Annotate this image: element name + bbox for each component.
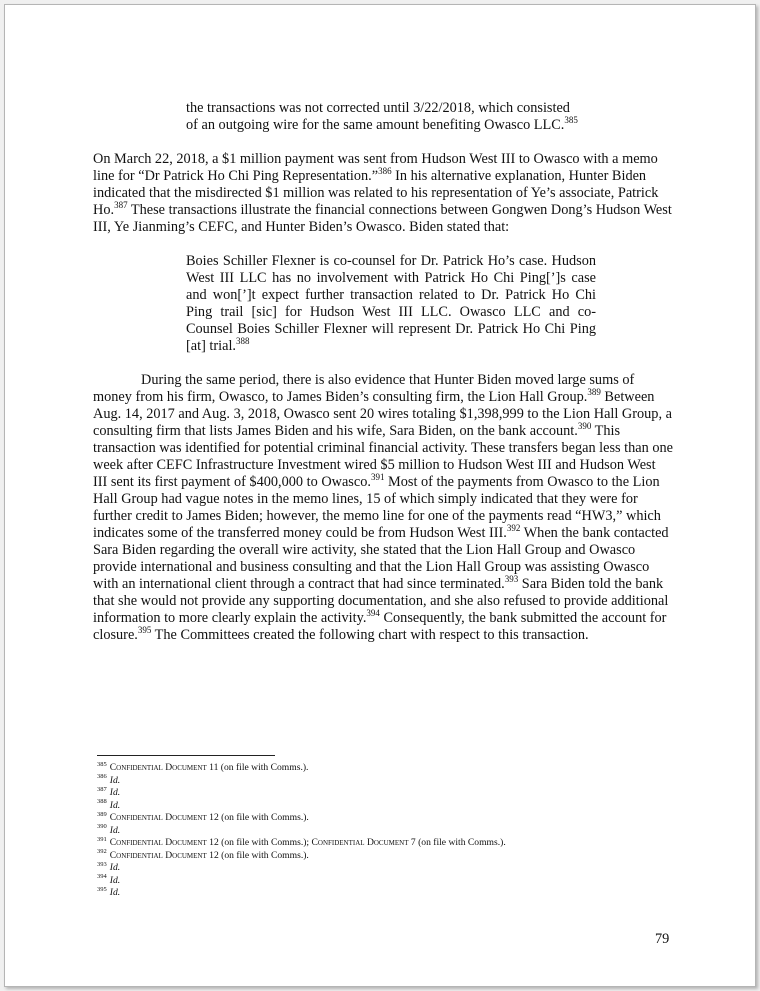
- footnotes: [97, 762, 697, 900]
- footnote-ref: 392: [506, 523, 521, 534]
- footnote-text: 11 (on file with Comms.).: [206, 762, 309, 773]
- paragraph-lion-hall-group: [93, 372, 673, 644]
- footnote-392: [97, 850, 697, 863]
- footnote-ref: 386: [378, 166, 392, 177]
- footnote-source: Confidential Document: [311, 837, 409, 848]
- footnote-number: 395: [97, 885, 107, 893]
- page-number: 79: [655, 931, 670, 947]
- document-page: [4, 4, 756, 987]
- footnote-number: 386: [97, 773, 107, 781]
- block-quote: [186, 253, 596, 355]
- footnote-ref: 387: [114, 200, 128, 211]
- footnote-text: Id.: [109, 874, 121, 886]
- block-quote-text: Boies Schiller Flexner is co-counsel for Dr. Patrick Ho’s case. Hudson West III LLC has no involvement with Patrick Ho Chi Ping[’]s case and won[’]t expect further transaction related to Dr. Patrick Ho Chi Ping trail [sic] for Hudson West III LLC. Owasco LLC and co- Counsel Boies Schiller Flexner will represent Dr. Patrick Ho Chi Ping [at] trial.: [186, 253, 596, 354]
- footnote-ref: 393: [504, 574, 519, 585]
- paragraph-text: In his alternative explanation, Hunter Biden indicated that the misdirected $1 million was related to his representation of Ye’s associate, Patrick Ho.: [93, 168, 659, 218]
- paragraph-text: Consequently, the bank submitted the account for closure.: [93, 610, 667, 643]
- footnote-number: 392: [97, 848, 107, 856]
- footnote-394: [97, 875, 697, 888]
- footnote-number: 388: [97, 798, 107, 806]
- footnote-391: [97, 837, 697, 850]
- paragraph-text: The Committees created the following chart with respect to this transaction.: [151, 627, 589, 643]
- footnote-number: 385: [97, 760, 107, 768]
- footnote-395: [97, 887, 697, 900]
- footnote-source: Confidential Document: [109, 837, 207, 848]
- footnote-ref: 390: [577, 421, 592, 432]
- paragraph-text: When the bank contacted Sara Biden regarding the overall wire activity, she stated that the Lion Hall Group and Owasco provide international and business consulting and that the Lion Hall Group was assisting Owasco with an international client through a contract that had since terminated.: [93, 525, 669, 592]
- quote-continuation-line2: of an outgoing wire for the same amount benefiting Owasco LLC.: [186, 117, 565, 133]
- footnote-text: 12 (on file with Comms.);: [206, 837, 312, 848]
- quote-continuation-line1: the transactions was not corrected until 3/22/2018, which consisted: [186, 100, 570, 116]
- footnote-source: Confidential Document: [109, 812, 207, 823]
- footnote-divider: [97, 755, 275, 756]
- paragraph-text: On March 22, 2018, a $1 million payment was sent from Hudson West III to Owasco with a memo line for “Dr Patrick Ho Chi Ping Representation.”: [93, 151, 658, 184]
- footnote-number: 390: [97, 823, 107, 831]
- footnote-ref: 395: [137, 625, 152, 636]
- footnote-389: [97, 812, 697, 825]
- quote-continuation: [186, 100, 646, 134]
- footnote-ref: 389: [587, 387, 601, 398]
- footnote-388: [97, 800, 697, 813]
- footnote-number: 387: [97, 785, 107, 793]
- footnote-source: Confidential Document: [109, 849, 207, 861]
- paragraph-text: Between Aug. 14, 2017 and Aug. 3, 2018, Owasco sent 20 wires totaling $1,398,999 to the Lion Hall Group, a consulting firm that lists James Biden and his wife, Sara Biden, on the bank account.: [93, 389, 672, 439]
- paragraph-text: This transaction was identified for potential criminal financial activity. These transfers began less than one week after CEFC Infrastructure Investment wired $5 million to Hudson West III and Hudson West III sent its first payment of $400,000 to Owasco.: [93, 423, 674, 490]
- footnote-number: 391: [97, 835, 107, 843]
- footnote-text: Id.: [109, 799, 121, 811]
- paragraph-hudson-west-payment: [93, 151, 673, 236]
- footnote-text: Id.: [109, 824, 121, 836]
- footnote-source: Confidential Document: [109, 762, 207, 773]
- footnote-386: [97, 775, 697, 788]
- footnote-text: Id.: [109, 787, 121, 798]
- paragraph-text: During the same period, there is also evidence that Hunter Biden moved large sums of money from his firm, Owasco, to James Biden’s consulting firm, the Lion Hall Group.: [93, 372, 635, 405]
- footnote-number: 389: [97, 810, 107, 818]
- paragraph-text: Most of the payments from Owasco to the Lion Hall Group had vague notes in the memo lines, 15 of which simply indicated that they were for further credit to James Biden; however, the memo line for one of the payments read “HW3,” which indicates some of the transferred money could be from Hudson West III.: [93, 474, 661, 541]
- footnote-ref: 391: [370, 472, 385, 483]
- paragraph-text: Sara Biden told the bank that she would not provide any supporting documentation, and she also refused to provide additional information to more clearly explain the activity.: [93, 576, 669, 626]
- footnote-number: 394: [97, 873, 107, 881]
- paragraph-text: These transactions illustrate the financial connections between Gongwen Dong’s Hudson West III, Ye Jianming’s CEFC, and Hunter Biden’s Owasco. Biden stated that:: [93, 202, 672, 235]
- footnote-text: Id.: [109, 862, 121, 873]
- footnote-ref: 385: [564, 115, 578, 126]
- footnote-text: Id.: [109, 887, 121, 898]
- footnote-number: 393: [97, 860, 107, 868]
- footnote-text: 12 (on file with Comms.).: [206, 849, 309, 861]
- footnote-387: [97, 787, 697, 800]
- footnote-ref: 388: [236, 336, 250, 347]
- footnote-text: 12 (on file with Comms.).: [206, 812, 309, 823]
- footnote-385: [97, 762, 697, 775]
- footnote-text: Id.: [109, 774, 121, 786]
- footnote-390: [97, 825, 697, 838]
- footnote-ref: 394: [366, 608, 380, 619]
- page-body: [93, 100, 673, 644]
- footnote-393: [97, 862, 697, 875]
- footnote-text: 7 (on file with Comms.).: [408, 837, 506, 848]
